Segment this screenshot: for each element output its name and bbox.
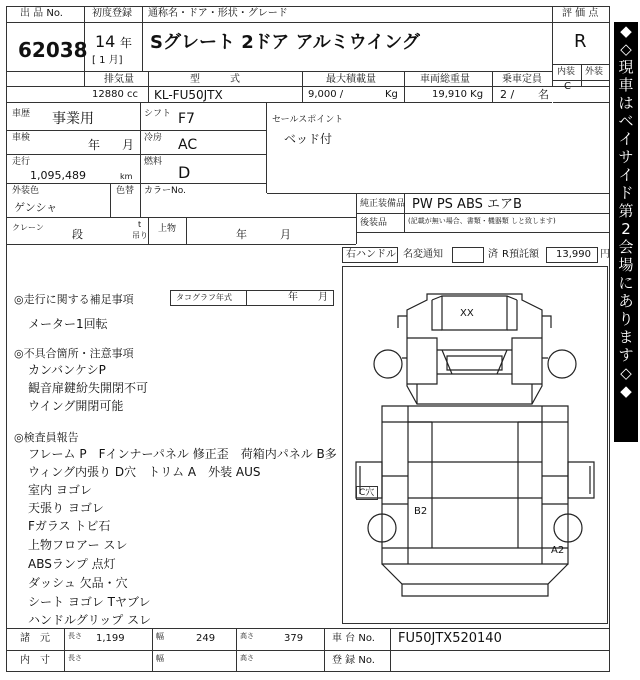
banner-char: に [618, 274, 634, 292]
banner-char: 第 [618, 202, 634, 220]
banner-char: ◆ [620, 22, 632, 40]
shift-value: F7 [178, 111, 195, 127]
color-change-label: 色替 [116, 186, 135, 196]
history-label: 車歴 [12, 109, 31, 119]
sales-point-value: ベッド付 [284, 132, 333, 146]
max-load-value: 9,000 / [308, 89, 344, 100]
inspector-line-3: 室内 ヨゴレ [28, 483, 92, 497]
diagram-mark-xx: XX [460, 308, 474, 319]
tacho-label: タコグラフ年式 [176, 293, 232, 302]
interior-value: C [564, 81, 571, 92]
ac-value: AC [178, 137, 198, 153]
ac-label: 冷房 [144, 133, 163, 143]
max-load-unit: Kg [385, 89, 398, 100]
handle-value: 右ハンドル [346, 249, 396, 260]
first-reg-month: [ 1 月] [92, 55, 123, 66]
lot-label: 出 品 No. [20, 8, 63, 19]
width-value: 249 [196, 633, 216, 644]
aftermarket-label: 後装品 [360, 218, 388, 228]
equip-value: PW PS ABS エアB [412, 197, 522, 212]
interior-label: 内装 [557, 67, 576, 77]
inspector-line-4: 天張り ヨゴレ [28, 501, 104, 515]
inspector-line-7: ABSランプ 点灯 [28, 557, 116, 571]
banner-char: 現 [618, 58, 634, 76]
inspector-title: ◎検査員報告 [14, 431, 79, 444]
color-label: 外装色 [12, 186, 40, 196]
banner-char: 場 [618, 256, 634, 274]
upper-month: 月 [280, 228, 291, 241]
inspector-line-9: シート ヨゴレ Tヤブレ [28, 595, 151, 609]
banner-char: ベ [618, 112, 634, 130]
banner-char: ド [618, 184, 634, 202]
banner-char: サ [618, 148, 634, 166]
sales-point-label: セールスポイント [272, 115, 344, 125]
lot-number: 62038 [18, 38, 88, 62]
model-label: 通称名・ドア・形状・グレード [148, 8, 288, 19]
mileage-unit: km [120, 172, 133, 181]
type-label: 型 式 [190, 74, 240, 85]
recycle-value: 13,990 [556, 249, 591, 260]
inspector-line-2: ウィング内張り D穴 トリム A 外装 AUS [28, 465, 261, 479]
dims-label: 諸 元 [20, 633, 50, 644]
upper-label: 上物 [158, 224, 177, 234]
banner-char: す [618, 346, 634, 364]
chassis-value: FU50JTX520140 [398, 631, 502, 646]
defect-line-1: カンバンケシP [28, 363, 106, 377]
recycle-label: R預託額 [502, 249, 539, 260]
model-value: Sグレート 2ドア アルミウイング [150, 32, 420, 53]
banner-char: ◇ [620, 40, 632, 58]
inspection-label: 車検 [12, 133, 31, 143]
inspector-line-8: ダッシュ 欠品・穴 [28, 576, 128, 590]
first-reg-year: 14 [95, 32, 116, 51]
equip-label: 純正装備品 [360, 199, 406, 209]
inner-height-label: 高さ [240, 654, 254, 662]
width-label: 幅 [156, 632, 164, 641]
inspector-line-6: 上物フロアー スレ [28, 538, 128, 552]
first-reg-label: 初度登録 [92, 8, 132, 19]
mileage-label: 走行 [12, 157, 31, 167]
crane-lift: 吊り [132, 231, 148, 240]
capacity-value: 2 / [500, 88, 515, 101]
upper-year: 年 [236, 228, 247, 241]
fuel-value: D [178, 163, 191, 182]
diagram-mark-c: C穴 [359, 488, 375, 498]
max-load-label: 最大積載量 [326, 74, 376, 85]
crane-label: クレーン [12, 223, 44, 232]
defect-line-2: 観音扉鍵紛失開閉不可 [28, 381, 149, 395]
diagram-mark-a2: A2 [551, 545, 565, 556]
height-label: 高さ [240, 632, 254, 640]
inspection-year: 年 [88, 138, 101, 152]
recycle-unit: 円 [600, 249, 610, 260]
banner-char: ◆ [620, 382, 632, 400]
venue-banner [614, 22, 638, 442]
grade-label: 評 価 点 [562, 8, 599, 19]
history-value: 事業用 [52, 111, 94, 127]
displacement-value: 12880 cc [92, 89, 138, 100]
name-change-label: 名変通知 [403, 249, 443, 260]
driving-title: ◎走行に関する補足事項 [14, 293, 134, 306]
reg-label: 登 録 No. [332, 655, 375, 666]
banner-char: あ [618, 292, 634, 310]
banner-char: 会 [618, 238, 634, 256]
inspection-month: 月 [122, 138, 135, 152]
capacity-label: 乗車定員 [502, 74, 542, 85]
banner-char: り [618, 310, 634, 328]
height-value: 379 [284, 633, 304, 644]
crane-ton: t [138, 220, 142, 229]
inspector-line-5: Fガラス トビ石 [28, 519, 111, 533]
banner-char: イ [618, 166, 634, 184]
capacity-unit: 名 [538, 88, 549, 101]
fuel-label: 燃料 [144, 157, 163, 167]
recycle-prefix: 済 [488, 249, 498, 260]
mileage-value: 1,095,489 [30, 169, 86, 182]
type-value: KL-FU50JTX [154, 88, 223, 102]
displacement-label: 排気量 [104, 74, 134, 85]
banner-char: 車 [618, 76, 634, 94]
inspector-line-10: ハンドルグリップ スレ [28, 613, 152, 627]
inner-label: 内 寸 [20, 655, 50, 666]
gross-weight-value: 19,910 Kg [432, 89, 484, 100]
diagram-mark-b2: B2 [414, 506, 428, 517]
banner-char: ◇ [620, 364, 632, 382]
length-label: 長さ [68, 632, 82, 640]
driving-line-1: メーター1回転 [28, 317, 108, 331]
defect-line-3: ウイング開閉可能 [28, 399, 124, 413]
inspector-line-1: フレーム P Fインナーパネル 修正歪 荷箱内パネル B多 [28, 447, 337, 461]
chassis-label: 車 台 No. [332, 633, 375, 644]
grade-value: R [574, 31, 587, 52]
defects-title: ◎不具合箇所・注意事項 [14, 347, 134, 360]
truck-diagram [342, 266, 608, 624]
length-value: 1,199 [96, 633, 125, 644]
banner-char: 2 [621, 220, 631, 238]
inner-length-label: 長さ [68, 654, 82, 662]
name-change-box [452, 247, 484, 263]
aftermarket-note: (記載が無い場合、書類・機器類 しと致します) [408, 217, 556, 225]
color-no-label: カラーNo. [144, 186, 186, 196]
inner-width-label: 幅 [156, 654, 164, 663]
color-value: ゲンシャ [14, 201, 58, 214]
tacho-month: 月 [318, 292, 328, 303]
banner-char: ま [618, 328, 634, 346]
exterior-label: 外装 [585, 67, 604, 77]
crane-stage: 段 [72, 228, 83, 241]
tacho-year: 年 [288, 292, 298, 303]
gross-weight-label: 車両総重量 [420, 74, 470, 85]
banner-char: イ [618, 130, 634, 148]
banner-char: は [618, 94, 634, 112]
first-reg-year-unit: 年 [120, 36, 133, 50]
shift-label: シフト [144, 109, 172, 119]
